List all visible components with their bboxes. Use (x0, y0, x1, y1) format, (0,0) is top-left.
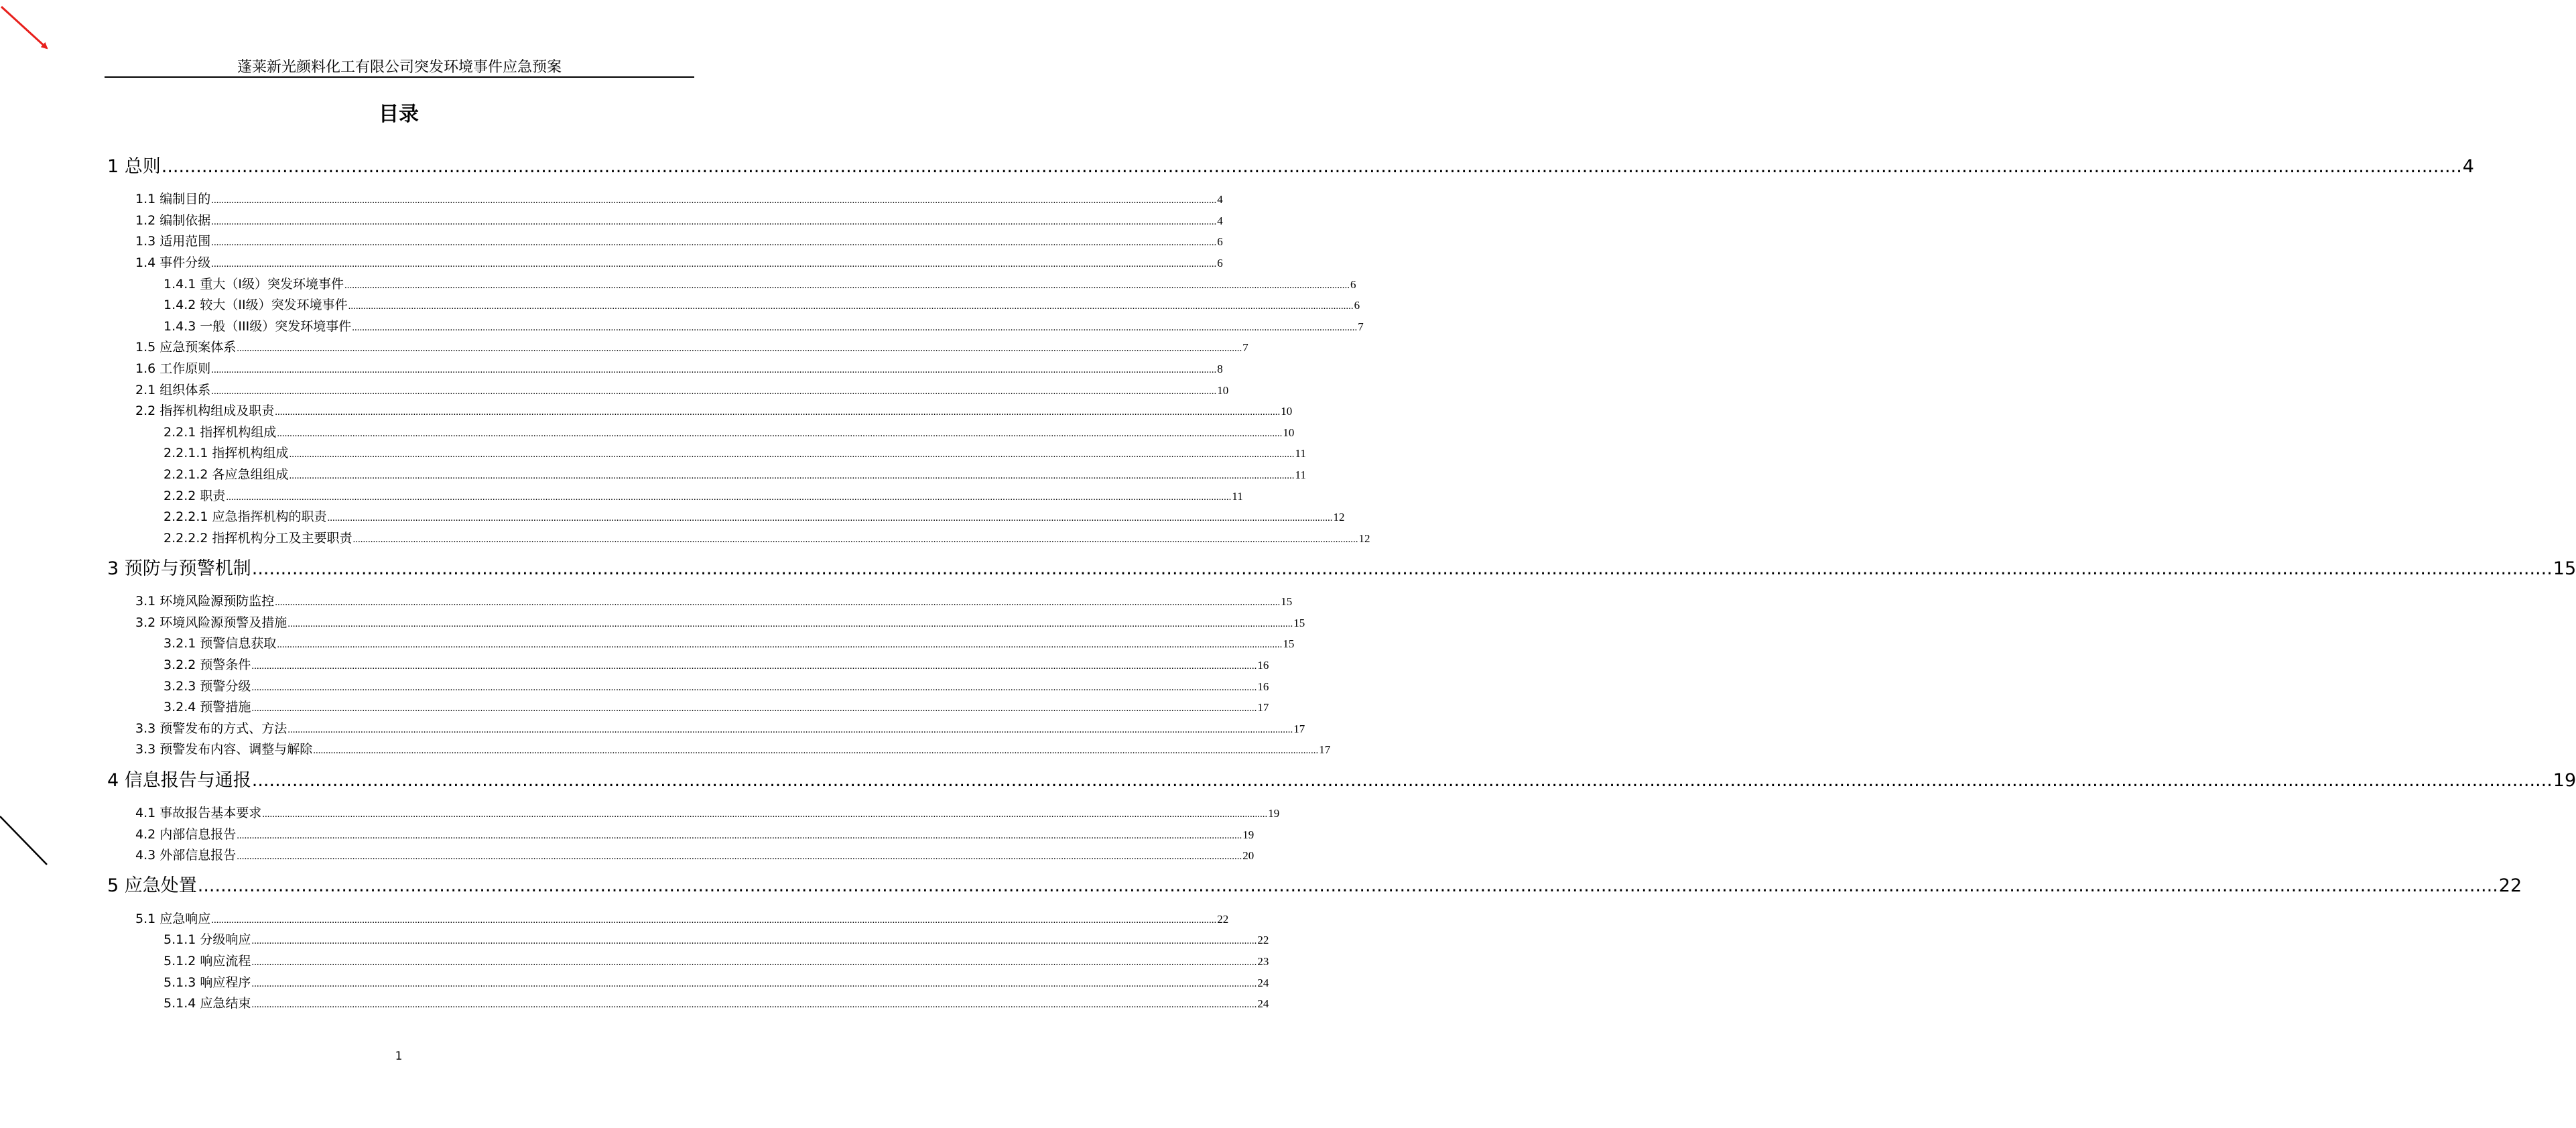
toc-entry-page-number: 15 (2553, 558, 2576, 579)
toc-entry[interactable] (135, 402, 1293, 421)
toc-dot-leader: ................................................................................................................................................................................................................................................................................................................................................................................................................ (211, 259, 1217, 269)
toc-entry[interactable] (164, 952, 1269, 971)
toc-entry-label: 4 信息报告与通报 (107, 770, 251, 791)
toc-dot-leader: ................................................................................................................................................................................................................................................................................................................................................................................................................ (251, 558, 2553, 579)
toc-dot-leader: ................................................................................................................................................................................................................................................................................................................................................................................................................ (251, 703, 1257, 714)
toc-dot-leader: ................................................................................................................................................................................................................................................................................................................................................................................................................ (352, 322, 1358, 333)
document-header-title: 蓬莱新光颜料化工有限公司突发环境事件应急预案 (237, 59, 562, 76)
toc-entry-page-number: 4 (2462, 156, 2474, 177)
toc-entry-page-number: 8 (1217, 363, 1223, 375)
toc-entry[interactable] (135, 360, 1223, 379)
toc-entry-page-number: 24 (1257, 977, 1269, 989)
toc-entry[interactable] (135, 212, 1223, 231)
toc-entry-label: 5.1.2 响应流程 (164, 954, 251, 968)
toc-entry-page-number: 6 (1354, 299, 1360, 312)
toc-dot-leader: ................................................................................................................................................................................................................................................................................................................................................................................................................ (211, 365, 1217, 375)
toc-dot-leader: ................................................................................................................................................................................................................................................................................................................................................................................................................ (251, 682, 1257, 693)
toc-entry[interactable] (135, 338, 1248, 357)
toc-entry-label: 5.1.3 响应程序 (164, 975, 251, 990)
toc-entry-label: 3.2.1 预警信息获取 (164, 636, 277, 651)
toc-entry-page-number: 19 (1242, 828, 1254, 841)
toc-entry-label: 1.1 编制目的 (135, 192, 211, 206)
toc-chapter-entry[interactable] (107, 155, 2474, 178)
toc-entry-page-number: 22 (1217, 913, 1229, 926)
toc-entry-page-number: 22 (1257, 934, 1269, 946)
toc-entry-label: 4.2 内部信息报告 (135, 827, 237, 842)
toc-entry[interactable] (164, 974, 1269, 993)
toc-entry-label: 1.5 应急预案体系 (135, 340, 237, 355)
toc-entry[interactable] (164, 635, 1295, 653)
toc-entry-label: 5 应急处置 (107, 875, 197, 896)
toc-entry-label: 4.1 事故报告基本要求 (135, 806, 262, 820)
toc-dot-leader: ................................................................................................................................................................................................................................................................................................................................................................................................................ (237, 851, 1242, 862)
toc-entry-label: 5.1.1 分级响应 (164, 932, 251, 947)
toc-dot-leader: ................................................................................................................................................................................................................................................................................................................................................................................................................ (262, 809, 1268, 820)
toc-dot-leader: ................................................................................................................................................................................................................................................................................................................................................................................................................ (251, 936, 1257, 946)
toc-entry-label: 1.3 适用范围 (135, 234, 211, 249)
toc-entry[interactable] (135, 614, 1305, 633)
toc-entry-label: 1.4.1 重大（I级）突发环境事件 (164, 277, 344, 292)
toc-entry[interactable] (135, 233, 1223, 251)
toc-entry-page-number: 15 (1281, 595, 1293, 608)
toc-entry-page-number: 6 (1350, 278, 1356, 291)
page-number: 1 (395, 1050, 403, 1063)
toc-dot-leader: ................................................................................................................................................................................................................................................................................................................................................................................................................ (251, 979, 1257, 989)
toc-dot-leader: ................................................................................................................................................................................................................................................................................................................................................................................................................ (275, 597, 1281, 608)
toc-dot-leader: ................................................................................................................................................................................................................................................................................................................................................................................................................ (277, 639, 1283, 650)
header-divider (105, 76, 694, 78)
toc-dot-leader: ................................................................................................................................................................................................................................................................................................................................................................................................................ (251, 999, 1257, 1010)
toc-entry-page-number: 11 (1295, 447, 1306, 460)
toc-entry-page-number: 12 (1358, 532, 1370, 545)
toc-dot-leader: ................................................................................................................................................................................................................................................................................................................................................................................................................ (277, 428, 1283, 439)
toc-dot-leader: ................................................................................................................................................................................................................................................................................................................................................................................................................ (348, 301, 1354, 312)
toc-entry-label: 5.1 应急响应 (135, 912, 211, 926)
toc-dot-leader: ................................................................................................................................................................................................................................................................................................................................................................................................................ (211, 195, 1217, 206)
toc-dot-leader: ................................................................................................................................................................................................................................................................................................................................................................................................................ (352, 534, 1358, 545)
toc-entry-label: 1.4 事件分级 (135, 255, 211, 270)
toc-entry[interactable] (135, 804, 1280, 823)
toc-entry[interactable] (135, 592, 1293, 611)
toc-entry-page-number: 15 (1283, 637, 1295, 650)
black-line-annotation (0, 816, 47, 865)
toc-dot-leader: ................................................................................................................................................................................................................................................................................................................................................................................................................ (211, 915, 1217, 926)
toc-entry-page-number: 7 (1358, 320, 1364, 333)
toc-entry[interactable] (164, 508, 1345, 527)
toc-dot-leader: ................................................................................................................................................................................................................................................................................................................................................................................................................ (251, 957, 1257, 968)
toc-entry[interactable] (164, 656, 1269, 675)
red-arrow-annotation (1, 7, 47, 48)
toc-entry-label: 2.2.1.2 各应急组组成 (164, 467, 289, 482)
toc-entry[interactable] (135, 254, 1223, 273)
toc-entry-page-number: 6 (1217, 235, 1223, 248)
toc-entry-label: 5.1.4 应急结束 (164, 996, 251, 1011)
toc-entry-label: 3.3 预警发布的方式、方法 (135, 721, 287, 736)
toc-entry-label: 3.2.2 预警条件 (164, 657, 251, 672)
toc-dot-leader: ................................................................................................................................................................................................................................................................................................................................................................................................................ (251, 661, 1257, 672)
toc-entry-label: 2.2 指挥机构组成及职责 (135, 403, 275, 418)
toc-dot-leader: ................................................................................................................................................................................................................................................................................................................................................................................................................ (226, 492, 1232, 503)
toc-dot-leader: ................................................................................................................................................................................................................................................................................................................................................................................................................ (327, 513, 1333, 523)
toc-entry-page-number: 15 (1293, 617, 1305, 629)
toc-entry-label: 1.6 工作原则 (135, 361, 211, 376)
toc-dot-leader: ................................................................................................................................................................................................................................................................................................................................................................................................................ (313, 745, 1319, 756)
toc-entry[interactable] (135, 381, 1229, 400)
toc-entry-label: 2.2.1.1 指挥机构组成 (164, 446, 289, 460)
toc-entry-page-number: 16 (1257, 680, 1269, 693)
toc-entry-label: 2.2.2 职责 (164, 489, 226, 503)
toc-entry-label: 4.3 外部信息报告 (135, 848, 237, 863)
toc-entry-page-number: 17 (1319, 743, 1331, 756)
toc-entry-page-number: 17 (1257, 701, 1269, 714)
toc-entry-page-number: 20 (1242, 849, 1254, 862)
toc-entry-page-number: 16 (1257, 659, 1269, 672)
toc-entry[interactable] (135, 910, 1229, 929)
toc-entry-page-number: 11 (1232, 490, 1243, 503)
toc-entry-label: 1.4.2 较大（II级）突发环境事件 (164, 298, 348, 312)
toc-entry-page-number: 11 (1295, 468, 1306, 481)
toc-entry-page-number: 23 (1257, 955, 1269, 968)
toc-dot-leader: ................................................................................................................................................................................................................................................................................................................................................................................................................ (161, 156, 2462, 177)
toc-entry-page-number: 17 (1293, 723, 1305, 735)
toc-dot-leader: ................................................................................................................................................................................................................................................................................................................................................................................................................ (237, 830, 1242, 841)
toc-entry-label: 3.2 环境风险源预警及措施 (135, 615, 287, 630)
toc-entry[interactable] (164, 318, 1364, 336)
toc-entry-label: 2.1 组织体系 (135, 383, 211, 397)
toc-entry-page-number: 4 (1217, 214, 1223, 227)
toc-heading: 目录 (379, 103, 419, 126)
toc-entry-page-number: 7 (1242, 341, 1248, 354)
toc-entry-label: 3.1 环境风险源预防监控 (135, 594, 275, 609)
toc-dot-leader: ................................................................................................................................................................................................................................................................................................................................................................................................................ (197, 875, 2498, 896)
toc-entry-label: 3.2.4 预警措施 (164, 700, 251, 714)
toc-entry-label: 3 预防与预警机制 (107, 558, 251, 579)
toc-entry[interactable] (164, 466, 1306, 485)
toc-entry-page-number: 10 (1281, 405, 1293, 418)
toc-dot-leader: ................................................................................................................................................................................................................................................................................................................................................................................................................ (287, 619, 1293, 629)
toc-entry[interactable] (164, 424, 1295, 442)
toc-entry-page-number: 19 (1268, 807, 1280, 820)
toc-entry[interactable] (164, 275, 1356, 294)
toc-entry-label: 2.2.2.2 指挥机构分工及主要职责 (164, 531, 352, 546)
toc-chapter-entry[interactable] (107, 558, 2576, 580)
toc-entry[interactable] (164, 931, 1269, 950)
toc-entry[interactable] (164, 678, 1269, 696)
toc-entry-label: 2.2.1 指挥机构组成 (164, 425, 277, 440)
toc-entry[interactable] (135, 720, 1305, 739)
toc-entry-page-number: 22 (2498, 875, 2522, 896)
toc-dot-leader: ................................................................................................................................................................................................................................................................................................................................................................................................................ (275, 407, 1281, 418)
toc-entry-label: 1 总则 (107, 156, 161, 177)
toc-dot-leader: ................................................................................................................................................................................................................................................................................................................................................................................................................ (289, 471, 1295, 481)
toc-entry[interactable] (164, 296, 1360, 315)
toc-entry[interactable] (135, 847, 1254, 865)
toc-entry-label: 3.2.3 预警分级 (164, 679, 251, 694)
toc-entry[interactable] (164, 698, 1269, 717)
toc-dot-leader: ................................................................................................................................................................................................................................................................................................................................................................................................................ (237, 343, 1242, 354)
toc-entry[interactable] (135, 190, 1223, 209)
toc-entry[interactable] (164, 529, 1370, 548)
toc-dot-leader: ................................................................................................................................................................................................................................................................................................................................................................................................................ (287, 725, 1293, 735)
toc-entry-page-number: 24 (1257, 997, 1269, 1010)
toc-entry-page-number: 12 (1333, 511, 1345, 523)
toc-entry[interactable] (135, 741, 1331, 759)
toc-entry-label: 2.2.2.1 应急指挥机构的职责 (164, 509, 327, 524)
toc-dot-leader: ................................................................................................................................................................................................................................................................................................................................................................................................................ (211, 386, 1217, 397)
toc-entry-label: 1.4.3 一般（III级）突发环境事件 (164, 319, 352, 334)
toc-chapter-entry[interactable] (107, 875, 2522, 897)
toc-entry[interactable] (164, 487, 1243, 506)
toc-entry-page-number: 6 (1217, 257, 1223, 269)
toc-dot-leader: ................................................................................................................................................................................................................................................................................................................................................................................................................ (344, 280, 1350, 291)
toc-entry-label: 3.3 预警发布内容、调整与解除 (135, 742, 313, 757)
toc-entry-page-number: 19 (2553, 770, 2576, 791)
toc-entry[interactable] (135, 826, 1254, 844)
toc-entry-page-number: 10 (1217, 384, 1229, 397)
toc-entry-page-number: 4 (1217, 193, 1223, 206)
toc-entry-page-number: 10 (1283, 426, 1295, 439)
toc-entry-label: 1.2 编制依据 (135, 213, 211, 228)
toc-dot-leader: ................................................................................................................................................................................................................................................................................................................................................................................................................ (251, 770, 2553, 791)
toc-dot-leader: ................................................................................................................................................................................................................................................................................................................................................................................................................ (211, 237, 1217, 248)
toc-dot-leader: ................................................................................................................................................................................................................................................................................................................................................................................................................ (211, 216, 1217, 227)
toc-chapter-entry[interactable] (107, 769, 2576, 792)
toc-entry[interactable] (164, 444, 1306, 463)
toc-dot-leader: ................................................................................................................................................................................................................................................................................................................................................................................................................ (289, 449, 1295, 460)
toc-entry[interactable] (164, 995, 1269, 1013)
